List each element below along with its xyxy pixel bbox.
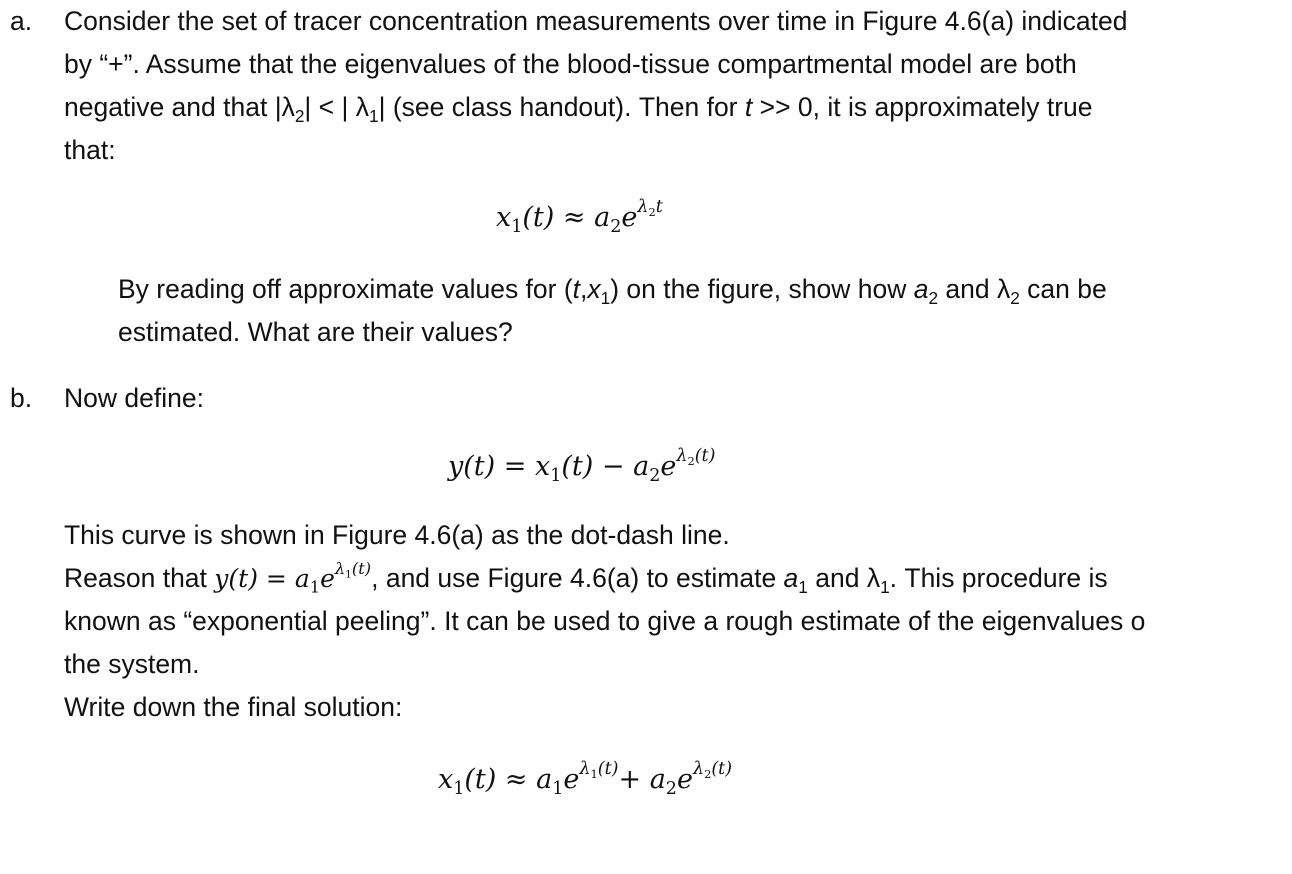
part-b-line-4: the system. [64, 649, 200, 679]
part-a-question-line-2: estimated. What are their values? [118, 317, 513, 347]
equation-asymptotic: $x_1(t) \approx a_2e^{\lambda_2t}$ [496, 196, 663, 238]
part-b-line-3: known as “exponential peeling”. It can be used to give a rough estimate of the eigenvalues o [64, 606, 1146, 636]
part-a-line-1: Consider the set of tracer concentration measurements over time in Figure 4.6(a) indicated [64, 6, 1128, 36]
part-a-line-3: negative and that $|\lambda_2|$ < | $\lambda_1|$ (see class handout). Then for t >> 0, it is approximately true [64, 92, 1093, 127]
part-a-paragraph [64, 0, 1127, 172]
part-a-marker: a. [10, 6, 33, 36]
part-b-paragraph [64, 514, 1145, 729]
part-b-line-2: Reason that $y(t) = a_1e^{\lambda_1(t)}$, and use Figure 4.6(a) to estimate $a_1$ and $\lambda_1$. This procedure is [64, 559, 1108, 598]
part-a-question-line-1: By reading off approximate values for $(t,x_1)$ on the figure, show how $a_2$ and $\lambda_2$ can be [118, 274, 1107, 309]
part-a-line-4: that: [64, 135, 116, 165]
equation-final-solution: $x_1(t) \approx a_1e^{\lambda_1(t)}+ a_2e^{\lambda_2(t)}$ [438, 758, 733, 800]
part-b-line-1: This curve is shown in Figure 4.6(a) as the dot-dash line. [64, 520, 730, 550]
part-b-marker: b. [10, 383, 33, 413]
part-a-question [118, 268, 1107, 354]
part-a-line-2: by “+”. Assume that the eigenvalues of the blood-tissue compartmental model are both [64, 49, 1077, 79]
part-b-line-5: Write down the final solution: [64, 692, 403, 722]
part-b-intro: Now define: [64, 383, 204, 413]
equation-y-definition: $y(t) = x_1(t) - a_2e^{\lambda_2(t)}$ [448, 445, 716, 487]
